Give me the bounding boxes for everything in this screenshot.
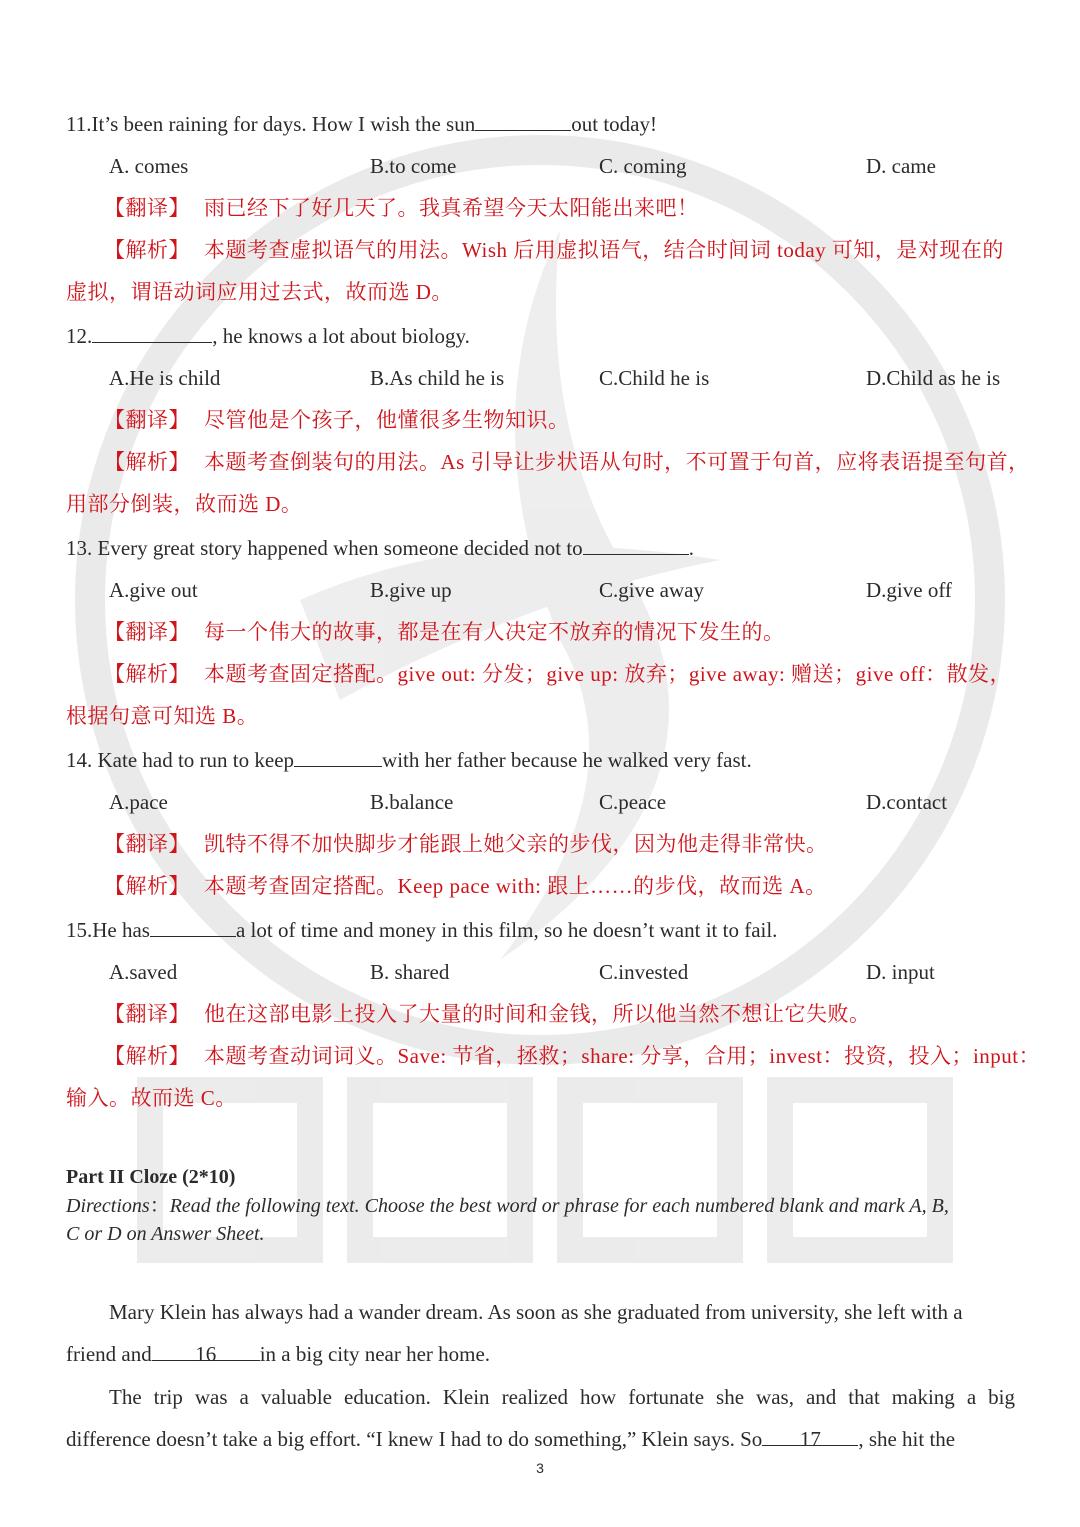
question-11-stem: 11.It’s been raining for days. How I wish the sun out today! — [66, 112, 657, 136]
q14-translation: 【翻译】 凯特不得不加快脚步才能跟上她父亲的步伐，因为他走得非常快。 — [104, 832, 828, 856]
q13-option-a: A.give out — [109, 578, 198, 602]
passage-p2-line2: difference doesn’t take a big effort. “I knew I had to do something,” Klein says. So 17 , she hit the — [66, 1427, 956, 1451]
watermark-glyph-3 — [570, 1090, 730, 1250]
q13-option-d: D.give off — [866, 578, 952, 602]
q12-option-c: C.Child he is — [599, 366, 710, 390]
q13-option-b: B.give up — [370, 578, 452, 602]
question-13-stem: 13. Every great story happened when someone decided not to . — [66, 536, 694, 560]
part2-directions: Directions：Read the following text. Choose the best word or phrase for each numbered blank and mark A, B, — [66, 1195, 949, 1217]
page-number: 3 — [536, 1460, 544, 1476]
q14-option-b: B.balance — [370, 790, 454, 814]
q12-option-a: A.He is child — [109, 366, 221, 390]
answer-blank — [475, 110, 571, 131]
q14-option-a: A.pace — [109, 790, 168, 814]
question-12-stem: 12. , he knows a lot about biology. — [66, 324, 470, 348]
passage-p1-line2: friend and 16 in a big city near her home. — [66, 1342, 491, 1366]
q12-analysis: 【解析】 本题考查倒装句的用法。As 引导让步状语从句时，不可置于句首，应将表语提至句首， — [104, 450, 1030, 474]
q13-analysis: 【解析】 本题考查固定搭配。give out: 分发；give up: 放弃；give away: 赠送；give off：散发， — [104, 662, 1012, 686]
part2-directions-cont: C or D on Answer Sheet. — [66, 1223, 265, 1245]
q15-option-c: C.invested — [599, 960, 689, 984]
q12-analysis-cont: 用部分倒装，故而选 D。 — [66, 492, 303, 516]
q15-option-d: D. input — [866, 960, 935, 984]
answer-blank — [150, 916, 236, 937]
q13-analysis-cont: 根据句意可知选 B。 — [66, 704, 259, 728]
q15-analysis: 【解析】 本题考查动词词义。Save: 节省，拯救；share: 分享，合用；invest：投资，投入；input： — [104, 1044, 1041, 1068]
q15-translation: 【翻译】 他在这部电影上投入了大量的时间和金钱，所以他当然不想让它失败。 — [104, 1002, 871, 1026]
q15-option-b: B. shared — [370, 960, 450, 984]
part2-title: Part II Cloze (2*10) — [66, 1166, 236, 1188]
cloze-blank-16: 16 — [152, 1340, 260, 1361]
q11-analysis-cont: 虚拟，谓语动词应用过去式，故而选 D。 — [66, 280, 453, 304]
watermark-glyph-4 — [780, 1090, 940, 1250]
q11-option-d: D. came — [866, 154, 936, 178]
q14-option-c: C.peace — [599, 790, 667, 814]
q12-option-d: D.Child as he is — [866, 366, 1001, 390]
answer-blank — [92, 322, 212, 343]
watermark-glyph-2 — [360, 1090, 520, 1250]
q11-translation: 【翻译】 雨已经下了好几天了。我真希望今天太阳能出来吧！ — [104, 196, 699, 220]
answer-blank — [583, 534, 689, 555]
q11-option-a: A. comes — [109, 154, 189, 178]
question-15-stem: 15.He has a lot of time and money in this film, so he doesn’t want it to fail. — [66, 918, 778, 942]
question-14-stem: 14. Kate had to run to keep with her father because he walked very fast. — [66, 748, 752, 772]
q15-option-a: A.saved — [109, 960, 178, 984]
q15-analysis-cont: 输入。故而选 C。 — [66, 1086, 237, 1110]
q12-option-b: B.As child he is — [370, 366, 505, 390]
q14-option-d: D.contact — [866, 790, 948, 814]
q13-translation: 【翻译】 每一个伟大的故事，都是在有人决定不放弃的情况下发生的。 — [104, 620, 785, 644]
q14-analysis: 【解析】 本题考查固定搭配。Keep pace with: 跟上……的步伐，故而选 A。 — [104, 874, 827, 898]
answer-blank — [294, 746, 382, 767]
q12-translation: 【翻译】 尽管他是个孩子，他懂很多生物知识。 — [104, 408, 570, 432]
passage-p1-line1: Mary Klein has always had a wander dream. As soon as she graduated from university, she left with a — [109, 1300, 963, 1324]
cloze-blank-17: 17 — [762, 1425, 858, 1446]
q11-analysis: 【解析】 本题考查虚拟语气的用法。Wish 后用虚拟语气，结合时间词 today 可知，是对现在的 — [104, 238, 1004, 262]
q13-option-c: C.give away — [599, 578, 704, 602]
q11-option-c: C. coming — [599, 154, 687, 178]
q11-option-b: B.to come — [370, 154, 457, 178]
passage-p2-line1: The trip was a valuable education. Klein realized how fortunate she was, and that making a big — [109, 1385, 1015, 1409]
